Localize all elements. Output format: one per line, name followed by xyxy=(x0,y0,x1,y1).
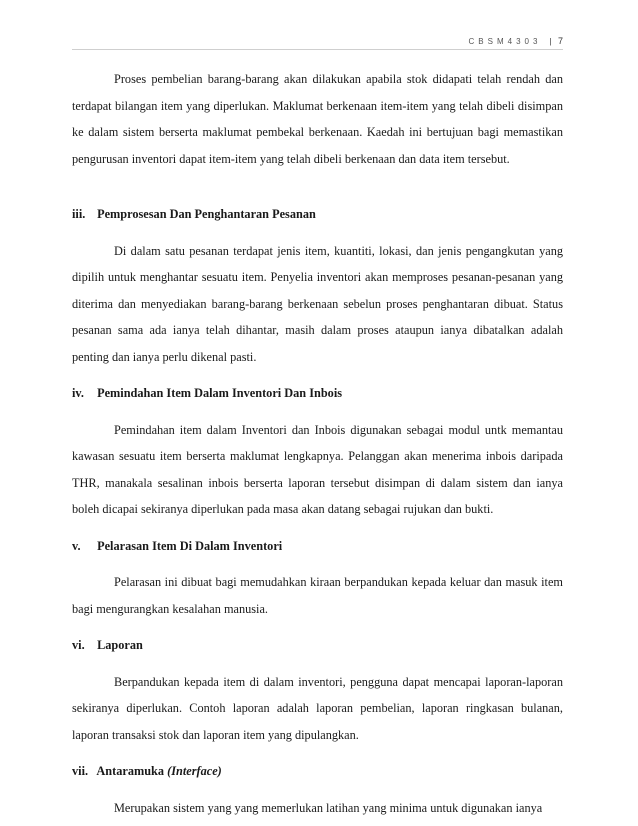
header-separator: | xyxy=(549,37,552,46)
heading-gap xyxy=(72,407,563,417)
section-heading-iii xyxy=(72,201,563,228)
section-gap xyxy=(72,370,563,380)
document-body xyxy=(72,66,563,821)
section-gap xyxy=(72,748,563,758)
section-heading-vii xyxy=(72,758,563,785)
page-number: 7 xyxy=(557,36,563,46)
section-title: Pemprosesan Dan Penghantaran Pesanan xyxy=(97,207,316,221)
header-rule xyxy=(72,49,563,50)
intro-paragraph: Proses pembelian barang-barang akan dilakukan apabila stok didapati telah rendah dan terdapat bilangan item yang diperlukan. Maklumat berkenaan item-item yang telah dibeli disimpan ke dalam sistem berserta maklumat pembekal berkenaan. Kaedah ini bertujuan bagi memastikan pengurusan inventori dapat item-item yang telah dibeli berkenaan dan data item tersebut. xyxy=(72,72,563,166)
section-title: Antaramuka xyxy=(96,764,165,778)
section-number: v. xyxy=(72,538,81,553)
section-number: iii. xyxy=(72,207,86,221)
section-number: vii. xyxy=(72,764,89,778)
section-paragraph-v: Pelarasan ini dibuat bagi memudahkan kiraan berpandukan kepada keluar dan masuk item bagi mengurangkan kesalahan manusia. xyxy=(72,575,563,616)
heading-gap xyxy=(72,559,563,569)
section-title: Laporan xyxy=(97,638,143,652)
page-header xyxy=(72,36,563,46)
heading-gap xyxy=(72,228,563,238)
section-heading-iv xyxy=(72,380,563,407)
section-paragraph-vi: Berpandukan kepada item di dalam inventori, pengguna dapat mencapai laporan-laporan sekiranya diperlukan. Contoh laporan adalah laporan pembelian, laporan ringkasan bulanan, laporan transaksi stok dan laporan item yang dipulangkan. xyxy=(72,674,563,742)
heading-gap xyxy=(72,785,563,795)
heading-gap xyxy=(72,659,563,669)
section-paragraph-iv: Pemindahan item dalam Inventori dan Inbois digunakan sebagai modul untk memantau kawasan sesuatu item berserta maklumat lengkapnya. Pelanggan akan menerima inbois daripada THR, manakala sesalinan inbois berserta laporan tersebut disimpan di dalam sistem dan ianya boleh dicapai sekiranya diperlukan pada masa akan datang sebagai rujukan dan bukti. xyxy=(72,422,563,516)
course-code: CBSM4303 xyxy=(468,37,542,46)
section-heading-vi xyxy=(72,632,563,659)
section-number: vi. xyxy=(72,638,85,652)
section-gap xyxy=(72,622,563,632)
section-title: Pemindahan Item Dalam Inventori Dan Inbois xyxy=(97,386,343,400)
section-gap xyxy=(72,523,563,533)
section-gap xyxy=(72,172,563,201)
section-paragraph-iii: Di dalam satu pesanan terdapat jenis item, kuantiti, lokasi, dan jenis pengangkutan yang dipilih untuk menghantar sesuatu item. Penyelia inventori akan memproses pesanan-pesanan yang diterima dan menyediakan barang-barang berkenaan sebelun proses penghantaran dibuat. Status pesanan sama ada ianya telah dihantar, masih dalam proses ataupun ianya dibatalkan adalah penting dan ianya perlu dikenal pasti. xyxy=(72,243,563,364)
section-title-italic: (Interface) xyxy=(167,764,222,778)
section-paragraph-vii: Merupakan sistem yang yang memerlukan latihan yang minima untuk digunakan ianya xyxy=(114,800,543,815)
section-number: iv. xyxy=(72,386,84,400)
section-heading-v xyxy=(72,533,563,560)
section-title: Pelarasan Item Di Dalam Inventori xyxy=(97,538,283,553)
